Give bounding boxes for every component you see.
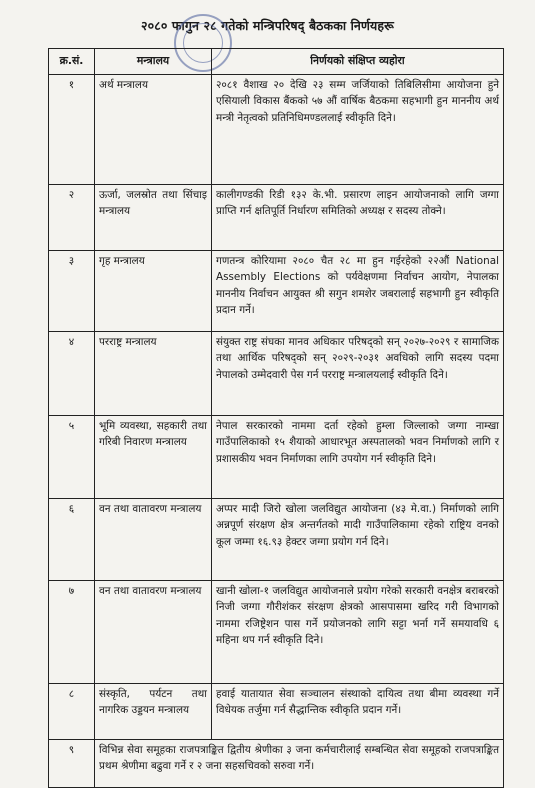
row-summary: खानी खोला-१ जलविद्युत आयोजनाले प्रयोग गरेको सरकारी वनक्षेत्र बराबरको निजी जग्गा गौरीशंकर संरक्षण क्षेत्रको आसपासमा खरिद गरी विभागको नाममा रजिष्ट्रेशन पास गर्ने प्रयोजनको लागि सट्टा भर्ना गर्ने समयावधि ६ महिना थप गर्न स्वीकृति दिने। [212, 580, 504, 683]
table-row [49, 250, 504, 331]
row-summary: नेपाल सरकारको नाममा दर्ता रहेको हुम्ला जिल्लाको जग्गा नाम्खा गाउँपालिकाको १५ शैयाको आधारभूत अस्पतालको भवन निर्माणको लागि र प्रशासकीय भवन निर्माणका लागि उपयोग गर्न स्वीकृति दिने। [212, 415, 504, 498]
table-row [49, 580, 504, 683]
row-serial: ४ [49, 331, 95, 415]
row-ministry: वन तथा वातावरण मन्त्रालय [95, 580, 212, 683]
header-serial: क्र.सं. [49, 49, 95, 75]
row-ministry: ऊर्जा, जलस्रोत तथा सिंचाइ मन्त्रालय [95, 184, 212, 250]
row-serial: १ [49, 74, 95, 184]
table-row [49, 184, 504, 250]
table-row [49, 331, 504, 415]
row-serial: ७ [49, 580, 95, 683]
table-row [49, 498, 504, 580]
row-ministry: संस्कृति, पर्यटन तथा नागरिक उड्डयन मन्त्रालय [95, 683, 212, 739]
row-ministry: वन तथा वातावरण मन्त्रालय [95, 498, 212, 580]
row-serial: ३ [49, 250, 95, 331]
row-serial: ९ [49, 739, 95, 787]
decisions-table [48, 48, 504, 788]
row-serial: ५ [49, 415, 95, 498]
row-summary: कालीगण्डकी रिडी १३२ के.भी. प्रसारण लाइन आयोजनाको लागि जग्गा प्राप्ति गर्न क्षतिपूर्ति निर्धारण समितिको अध्यक्ष र सदस्य तोक्ने। [212, 184, 504, 250]
row-summary: २०८१ वैशाख २० देखि २३ सम्म जर्जियाको तिबिलिसीमा आयोजना हुने एसियाली विकास बैंकको ५७ औं वार्षिक बैठकमा सहभागी हुन माननीय अर्थ मन्त्री नेतृत्वको प्रतिनिधिमण्डललाई स्वीकृति दिने। [212, 74, 504, 184]
row-ministry: भूमि व्यवस्था, सहकारी तथा गरिबी निवारण मन्त्रालय [95, 415, 212, 498]
header-summary: निर्णयको संक्षिप्त व्यहोरा [212, 49, 504, 75]
row-serial: ६ [49, 498, 95, 580]
table-row [49, 739, 504, 787]
table-header-row [49, 49, 504, 75]
row-serial: २ [49, 184, 95, 250]
table-row [49, 683, 504, 739]
row-ministry: अर्थ मन्त्रालय [95, 74, 212, 184]
page-title: २०८० फागुन २८ गतेको मन्त्रिपरिषद् बैठकका निर्णयहरू [141, 18, 394, 33]
row-summary: विभिन्न सेवा समूहका राजपत्राङ्कित द्वितीय श्रेणीका ३ जना कर्मचारीलाई सम्बन्धित सेवा समूहको राजपत्राङ्कित प्रथम श्रेणीमा बढुवा गर्ने र २ जना सहसचिवको सरुवा गर्ने। [95, 739, 504, 787]
row-ministry: परराष्ट्र मन्त्रालय [95, 331, 212, 415]
table-row [49, 74, 504, 184]
table-row [49, 415, 504, 498]
row-summary: गणतन्त्र कोरियामा २०८० चैत २८ मा हुन गईरहेको २२औं National Assembly Elections को पर्यवेक्षणमा निर्वाचन आयोग, नेपालका माननीय निर्वाचन आयुक्त श्री सगुन शमशेर जबरालाई सहभागी हुन स्वीकृति प्रदान गर्ने। [212, 250, 504, 331]
row-summary: संयुक्त राष्ट्र संघका मानव अधिकार परिषद्को सन् २०२७-२०२९ र सामाजिक तथा आर्थिक परिषद्को सन् २०२९-२०३१ अवधिको लागि सदस्य पदमा नेपालको उम्मेदवारी पेस गर्न परराष्ट्र मन्त्रालयलाई स्वीकृति दिने। [212, 331, 504, 415]
header-ministry: मन्त्रालय [95, 49, 212, 75]
row-serial: ८ [49, 683, 95, 739]
row-ministry: गृह मन्त्रालय [95, 250, 212, 331]
row-summary: हवाई यातायात सेवा सञ्चालन संस्थाको दायित्व तथा बीमा व्यवस्था गर्ने विधेयक तर्जुमा गर्न सैद्धान्तिक स्वीकृति प्रदान गर्ने। [212, 683, 504, 739]
row-summary: अप्पर मादी जिरो खोला जलविद्युत आयोजना (४३ मे.वा.) निर्माणको लागि अन्नपूर्ण संरक्षण क्षेत्र अन्तर्गतको मादी गाउँपालिकामा रहेको राष्ट्रिय वनको कूल जम्मा १६.९३ हेक्टर जग्गा प्रयोग गर्न दिने। [212, 498, 504, 580]
